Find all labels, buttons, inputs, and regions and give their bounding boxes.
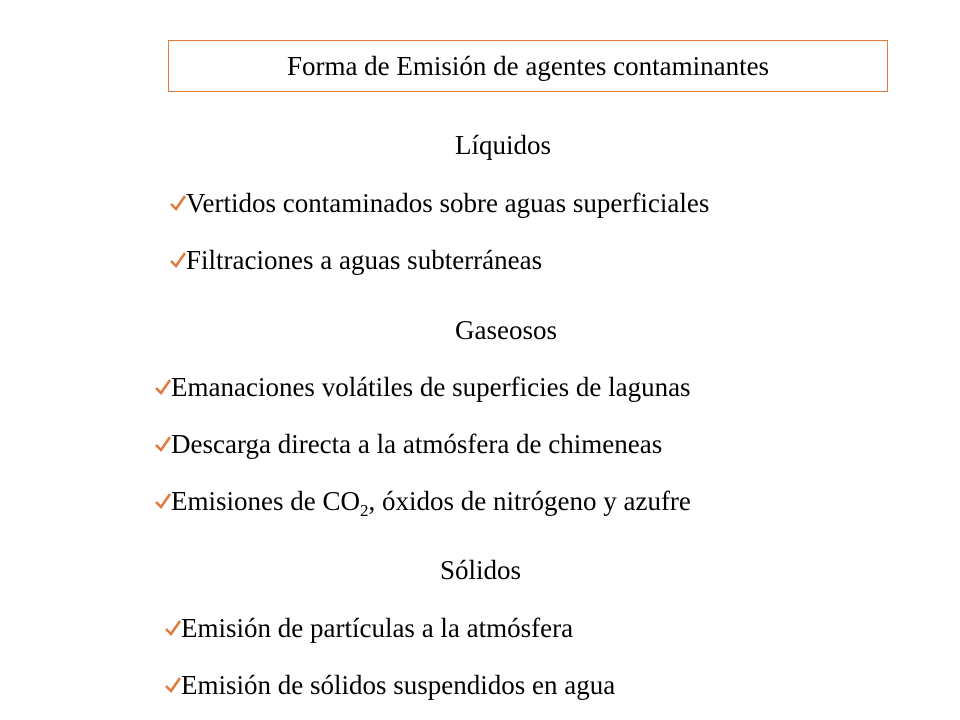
- section-heading-liquidos: Líquidos: [455, 130, 552, 160]
- list-item: [155, 372, 691, 403]
- list-item-label: Emisión de partículas a la atmósfera: [181, 613, 574, 643]
- list-item: [155, 429, 662, 460]
- check-icon: [165, 676, 181, 694]
- list-item-label: Filtraciones a aguas subterráneas: [186, 245, 543, 275]
- list-item-label: [171, 486, 691, 520]
- check-icon: [170, 194, 186, 212]
- co2-subscript: 2: [360, 501, 369, 520]
- check-icon: [165, 619, 181, 637]
- list-item: [165, 613, 573, 644]
- section-heading-gaseosos: Gaseosos: [455, 315, 557, 345]
- list-item: [155, 486, 691, 520]
- list-item: [170, 245, 542, 276]
- slide-title-box: [168, 40, 888, 92]
- list-item-label: Emanaciones volátiles de superficies de lagunas: [171, 372, 691, 402]
- co2-prefix: Emisiones de CO: [171, 486, 360, 516]
- check-icon: [155, 378, 171, 396]
- list-item-label: Descarga directa a la atmósfera de chimeneas: [171, 429, 663, 459]
- check-icon: [155, 492, 171, 510]
- co2-suffix: , óxidos de nitrógeno y azufre: [368, 486, 691, 516]
- list-item: [165, 670, 615, 701]
- list-item: [170, 188, 709, 219]
- check-icon: [155, 435, 171, 453]
- check-icon: [170, 251, 186, 269]
- list-item-label: Emisión de sólidos suspendidos en agua: [181, 670, 616, 700]
- slide-title: Forma de Emisión de agentes contaminantes: [286, 50, 770, 81]
- list-item-label: Vertidos contaminados sobre aguas superficiales: [186, 188, 710, 218]
- section-heading-solidos: Sólidos: [440, 555, 522, 585]
